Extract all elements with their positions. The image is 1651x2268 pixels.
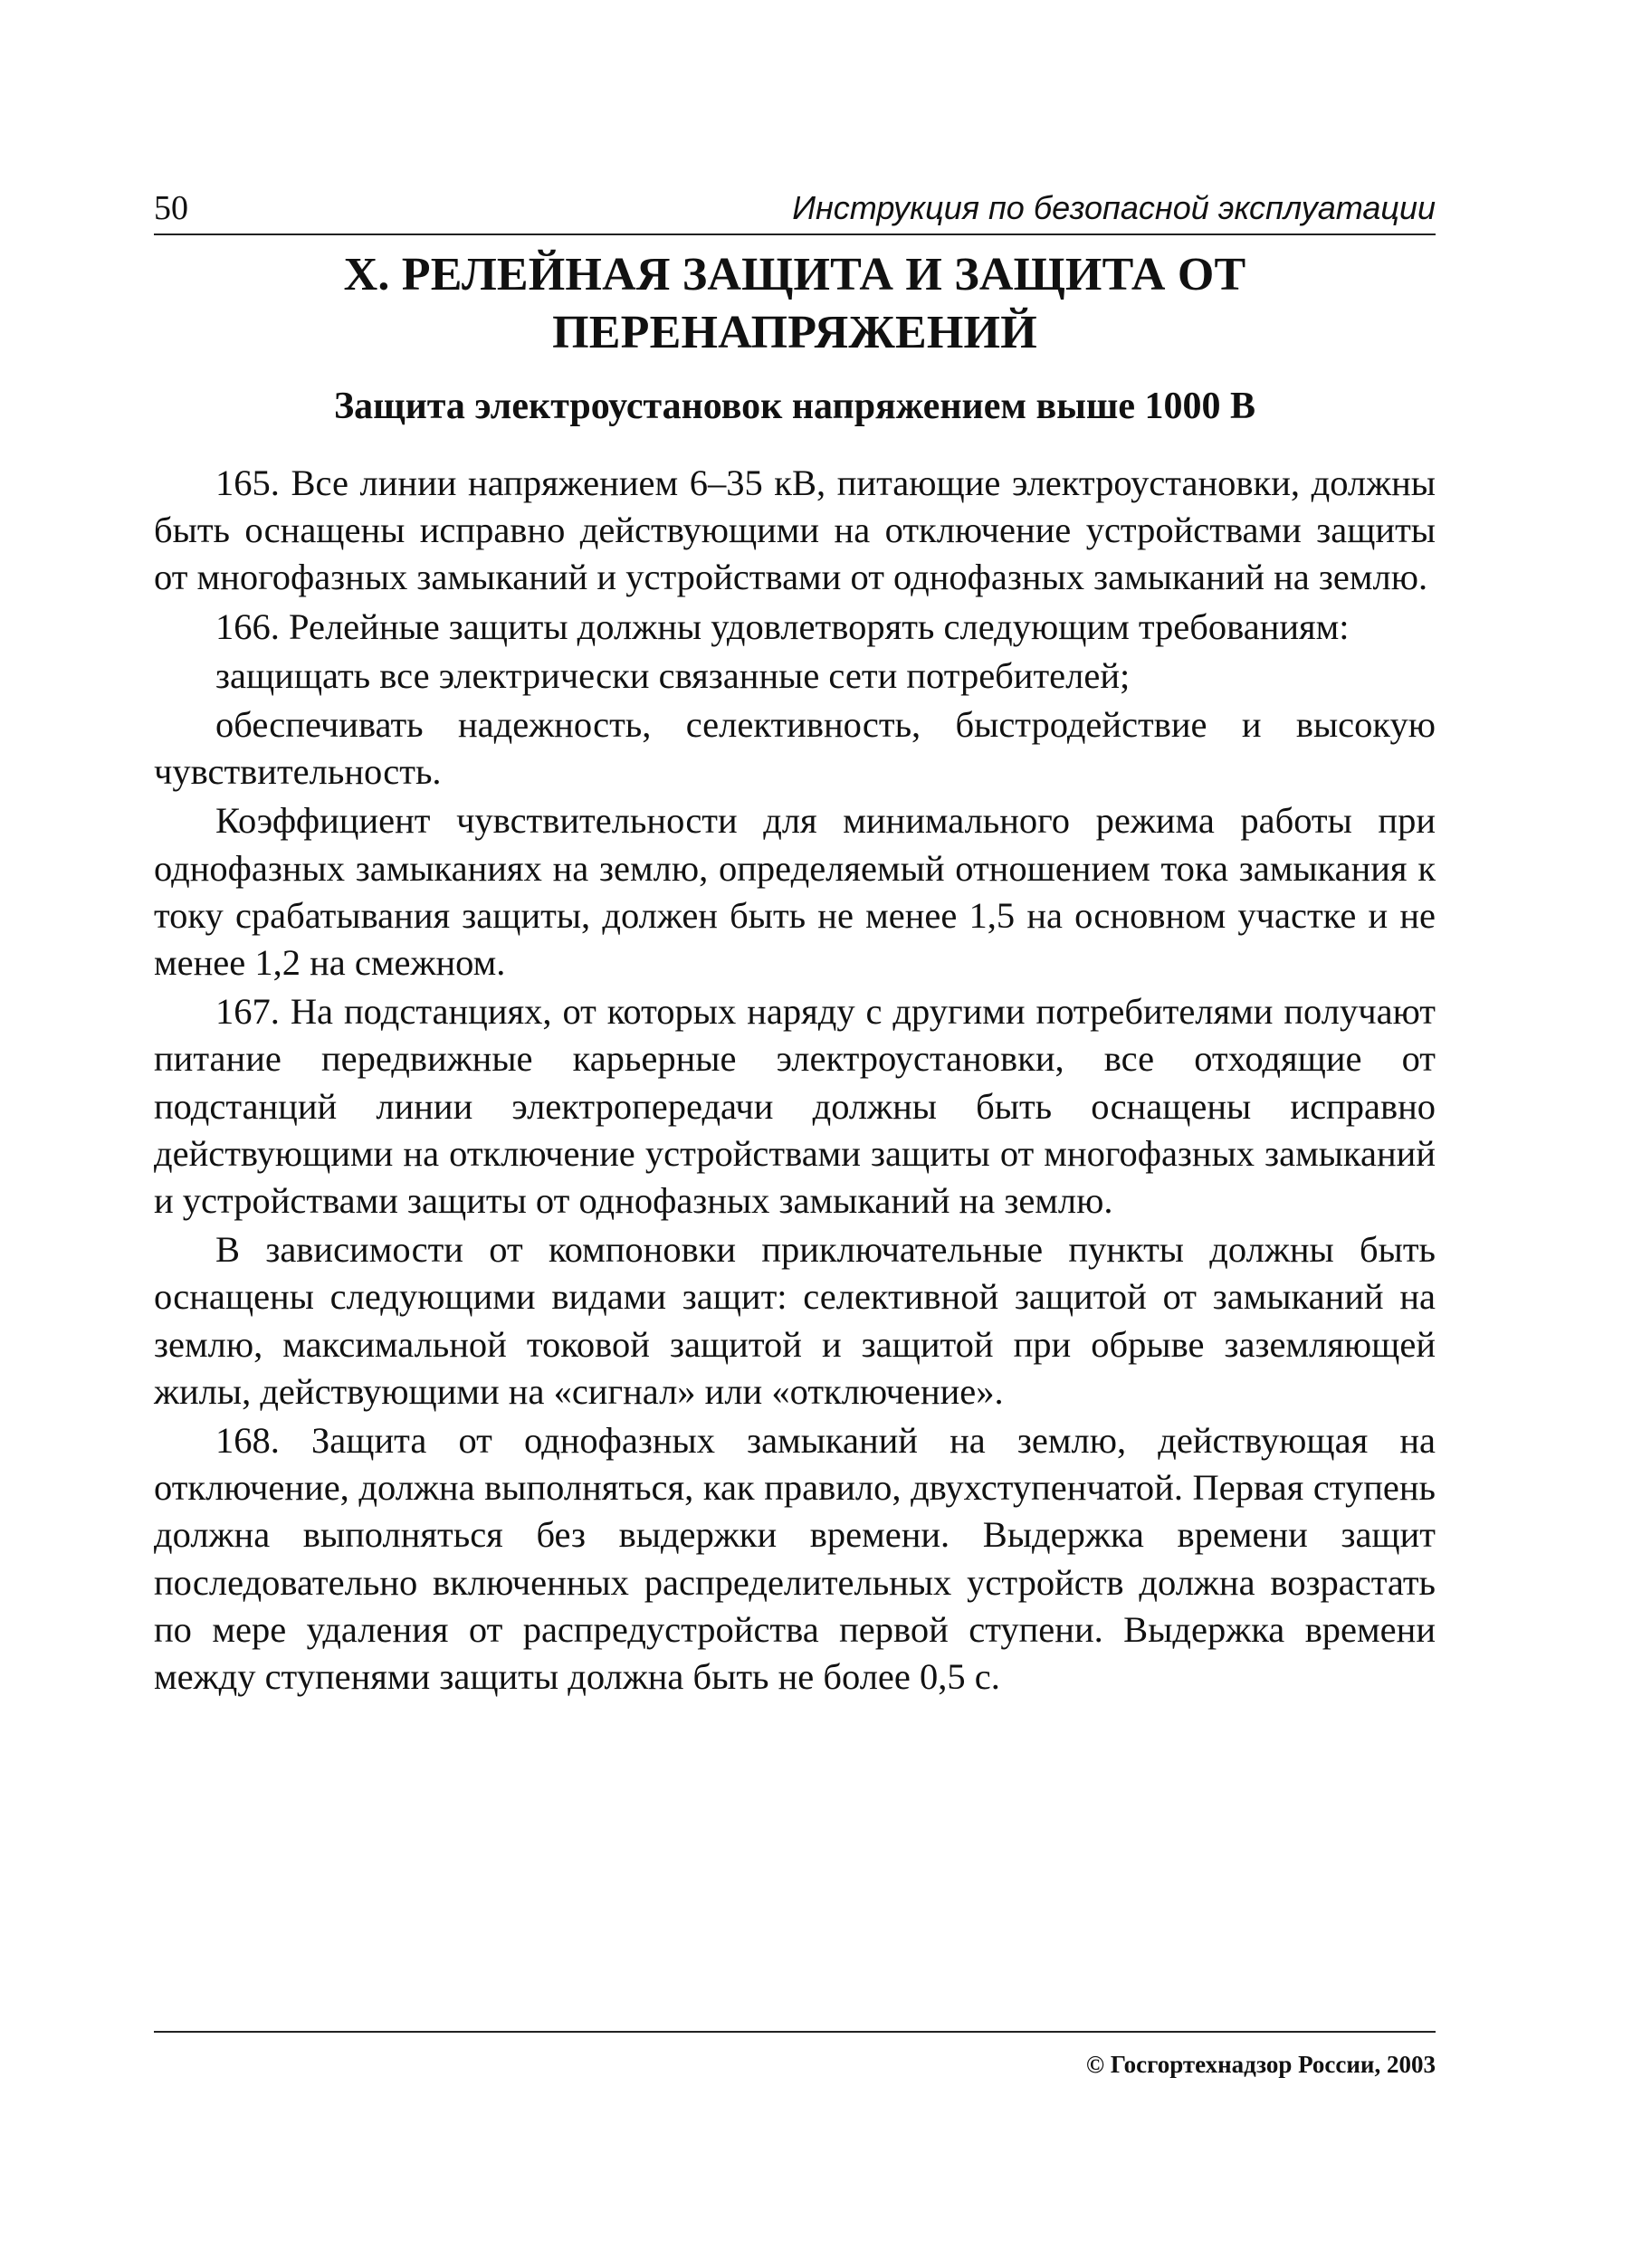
body-text	[154, 460, 1436, 1701]
copyright-notice: © Госгортехнадзор России, 2003	[1085, 2051, 1436, 2078]
paragraph-168: 168. Защита от однофазных замыканий на землю, действующая на отключение, должна выполняться, как правило, двухступенчатой. Первая ступень должна выполняться без выдержки времени. Выдержка времени защит последовательно включенных распределительных устройств должна возрастать по мере удаления от распредустройства первой ступени. Выдержка времени между ступенями защиты должна быть не более 0,5 с.	[154, 1420, 1436, 1698]
page-number: 50	[154, 189, 188, 227]
list-item-reliability: обеспечивать надежность, селективность, быстродействие и высокую чувствительность.	[154, 704, 1436, 793]
running-title: Инструкция по безопасной эксплуатации	[792, 189, 1436, 226]
paragraph-167: 167. На подстанциях, от которых наряду с другими потребителями получают питание передвижные карьерные электроустановки, все отходящие от подстанций линии электропередачи должны быть оснащены исправно действующими на отключение устройствами защиты от многофазных замыканий и устройствами защиты от однофазных замыканий на землю.	[154, 991, 1436, 1222]
paragraph-165: 165. Все линии напряжением 6–35 кВ, питающие электроустановки, должны быть оснащены исправно действующими на отключение устройствами защиты от многофазных замыканий и устройствами от однофазных замыканий на землю.	[154, 462, 1436, 598]
running-header	[154, 188, 1436, 235]
paragraph-sensitivity-coefficient: Коэффициент чувствительности для минимального режима работы при однофазных замыканиях на землю, определяемый отношением тока замыкания к току срабатывания защиты, должен быть не менее 1,5 на основном участке и не менее 1,2 на смежном.	[154, 800, 1436, 984]
list-item-protect-networks: защищать все электрически связанные сети потребителей;	[215, 654, 1131, 696]
section-title: Защита электроустановок напряжением выше 1000 В	[333, 386, 1256, 427]
chapter-title: X. РЕЛЕЙНАЯ ЗАЩИТА И ЗАЩИТА ОТ ПЕРЕНАПРЯЖЕНИЙ	[343, 249, 1246, 358]
footer-divider	[154, 2031, 1436, 2033]
paragraph-166: 166. Релейные защиты должны удовлетворять следующим требованиям:	[215, 605, 1350, 647]
paragraph-switching-points: В зависимости от компоновки приключательные пункты должны быть оснащены следующими видами защит: селективной защитой от замыканий на землю, максимальной токовой защитой и защитой при обрыве заземляющей жилы, действующими на «сигнал» или «отключение».	[154, 1229, 1436, 1412]
